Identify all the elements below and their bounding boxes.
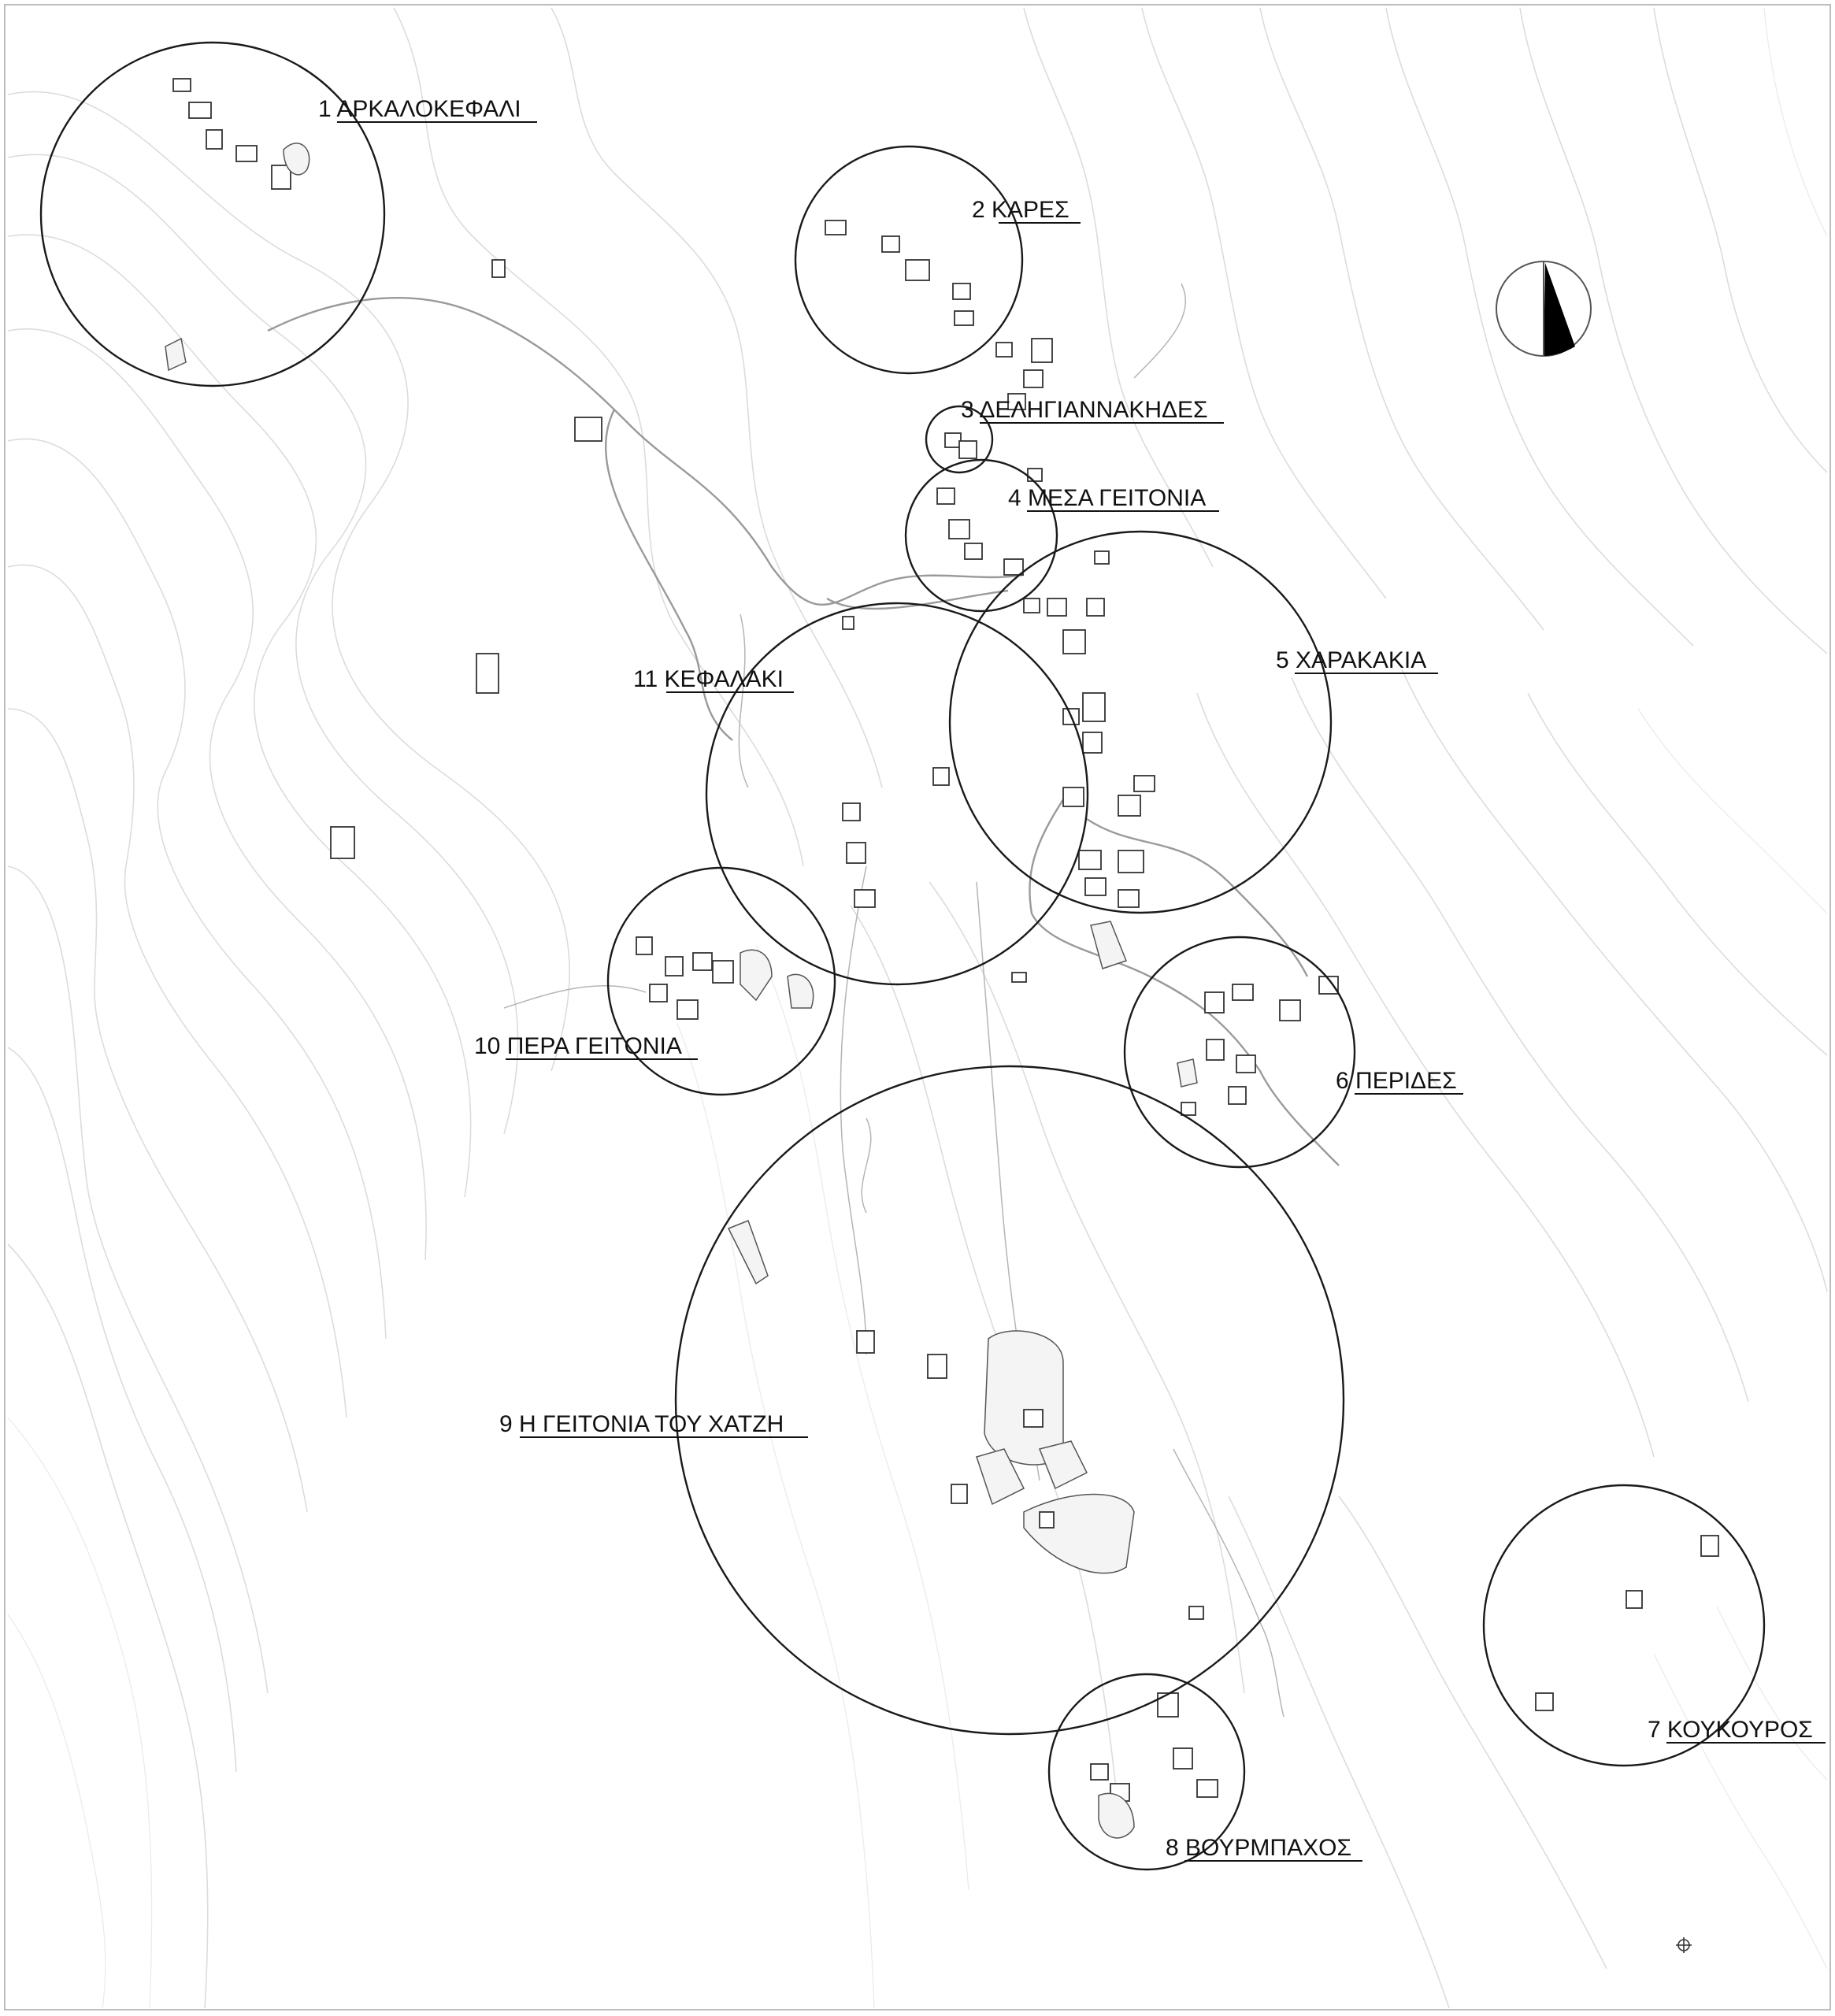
label-4-name: ΜΕΣΑ ΓΕΙΤΟΝΙΑ: [1028, 485, 1207, 511]
label-8-name: ΒΟΥΡΜΠΑΧΟΣ: [1185, 1835, 1351, 1861]
svg-text:4 ΜΕΣΑ ΓΕΙΤΟΝΙΑ: [1008, 485, 1206, 511]
label-3: [961, 397, 1224, 423]
svg-text:2 ΚΑΡΕΣ: [972, 197, 1069, 223]
svg-text:11 ΚΕΦΑΛΑΚΙ: [633, 666, 784, 692]
label-4-number: 4: [1008, 485, 1021, 511]
label-7-number: 7: [1648, 1717, 1661, 1743]
label-6-number: 6: [1336, 1068, 1349, 1094]
label-1: [318, 96, 537, 122]
svg-text:5 ΧΑΡΑΚΑΚΙΑ: [1276, 647, 1426, 673]
neighborhood-labels: [318, 96, 1826, 1861]
label-8: [1166, 1835, 1362, 1861]
label-5: [1276, 647, 1438, 673]
label-1-number: 1: [318, 96, 332, 122]
label-11: [633, 666, 794, 692]
svg-text:3 ΔΕΛΗΓΙΑΝΝΑΚΗΔΕΣ: [961, 397, 1208, 423]
label-8-number: 8: [1166, 1835, 1179, 1861]
label-7: [1648, 1717, 1826, 1743]
ring-1: [41, 43, 384, 386]
label-4: [1008, 485, 1219, 511]
label-7-name: ΚΟΥΚΟΥΡΟΣ: [1667, 1717, 1813, 1743]
label-3-number: 3: [961, 397, 974, 423]
svg-text:9 Η ΓΕΙΤΟΝΙΑ ΤΟΥ ΧΑΤΖΗ: [499, 1411, 784, 1437]
label-6-name: ΠΕΡΙΔΕΣ: [1355, 1068, 1457, 1094]
label-10-number: 10: [474, 1033, 501, 1059]
label-5-number: 5: [1276, 647, 1289, 673]
label-11-number: 11: [633, 666, 658, 692]
north-arrow-icon: [1496, 261, 1591, 356]
label-2: [972, 197, 1081, 223]
label-6: [1336, 1068, 1463, 1094]
svg-text:8 ΒΟΥΡΜΠΑΧΟΣ: [1166, 1835, 1351, 1861]
buildings: [165, 79, 1718, 1838]
label-10: [474, 1033, 698, 1059]
label-2-number: 2: [972, 197, 985, 223]
label-9-number: 9: [499, 1411, 513, 1437]
ring-4: [906, 460, 1057, 611]
ring-11: [706, 603, 1088, 984]
label-11-name: ΚΕΦΑΛΑΚΙ: [664, 666, 784, 692]
svg-text:7 ΚΟΥΚΟΥΡΟΣ: [1648, 1717, 1813, 1743]
svg-text:1 ΑΡΚΑΛΟΚΕΦΑΛΙ: [318, 96, 521, 122]
label-2-name: ΚΑΡΕΣ: [992, 197, 1069, 223]
svg-text:6 ΠΕΡΙΔΕΣ: [1336, 1068, 1457, 1094]
label-9: [499, 1411, 808, 1437]
label-9-name: Η ΓΕΙΤΟΝΙΑ ΤΟΥ ΧΑΤΖΗ: [519, 1411, 784, 1437]
label-5-name: ΧΑΡΑΚΑΚΙΑ: [1296, 647, 1427, 673]
svg-text:10 ΠΕΡΑ ΓΕΙΤΟΝΙΑ: [474, 1033, 682, 1059]
label-3-name: ΔΕΛΗΓΙΑΝΝΑΚΗΔΕΣ: [979, 397, 1208, 423]
crosshair-circle-icon: [1676, 1937, 1692, 1953]
label-1-name: ΑΡΚΑΛΟΚΕΦΑΛΙ: [336, 96, 521, 122]
ring-6: [1125, 937, 1355, 1167]
label-10-name: ΠΕΡΑ ΓΕΙΤΟΝΙΑ: [506, 1033, 682, 1059]
